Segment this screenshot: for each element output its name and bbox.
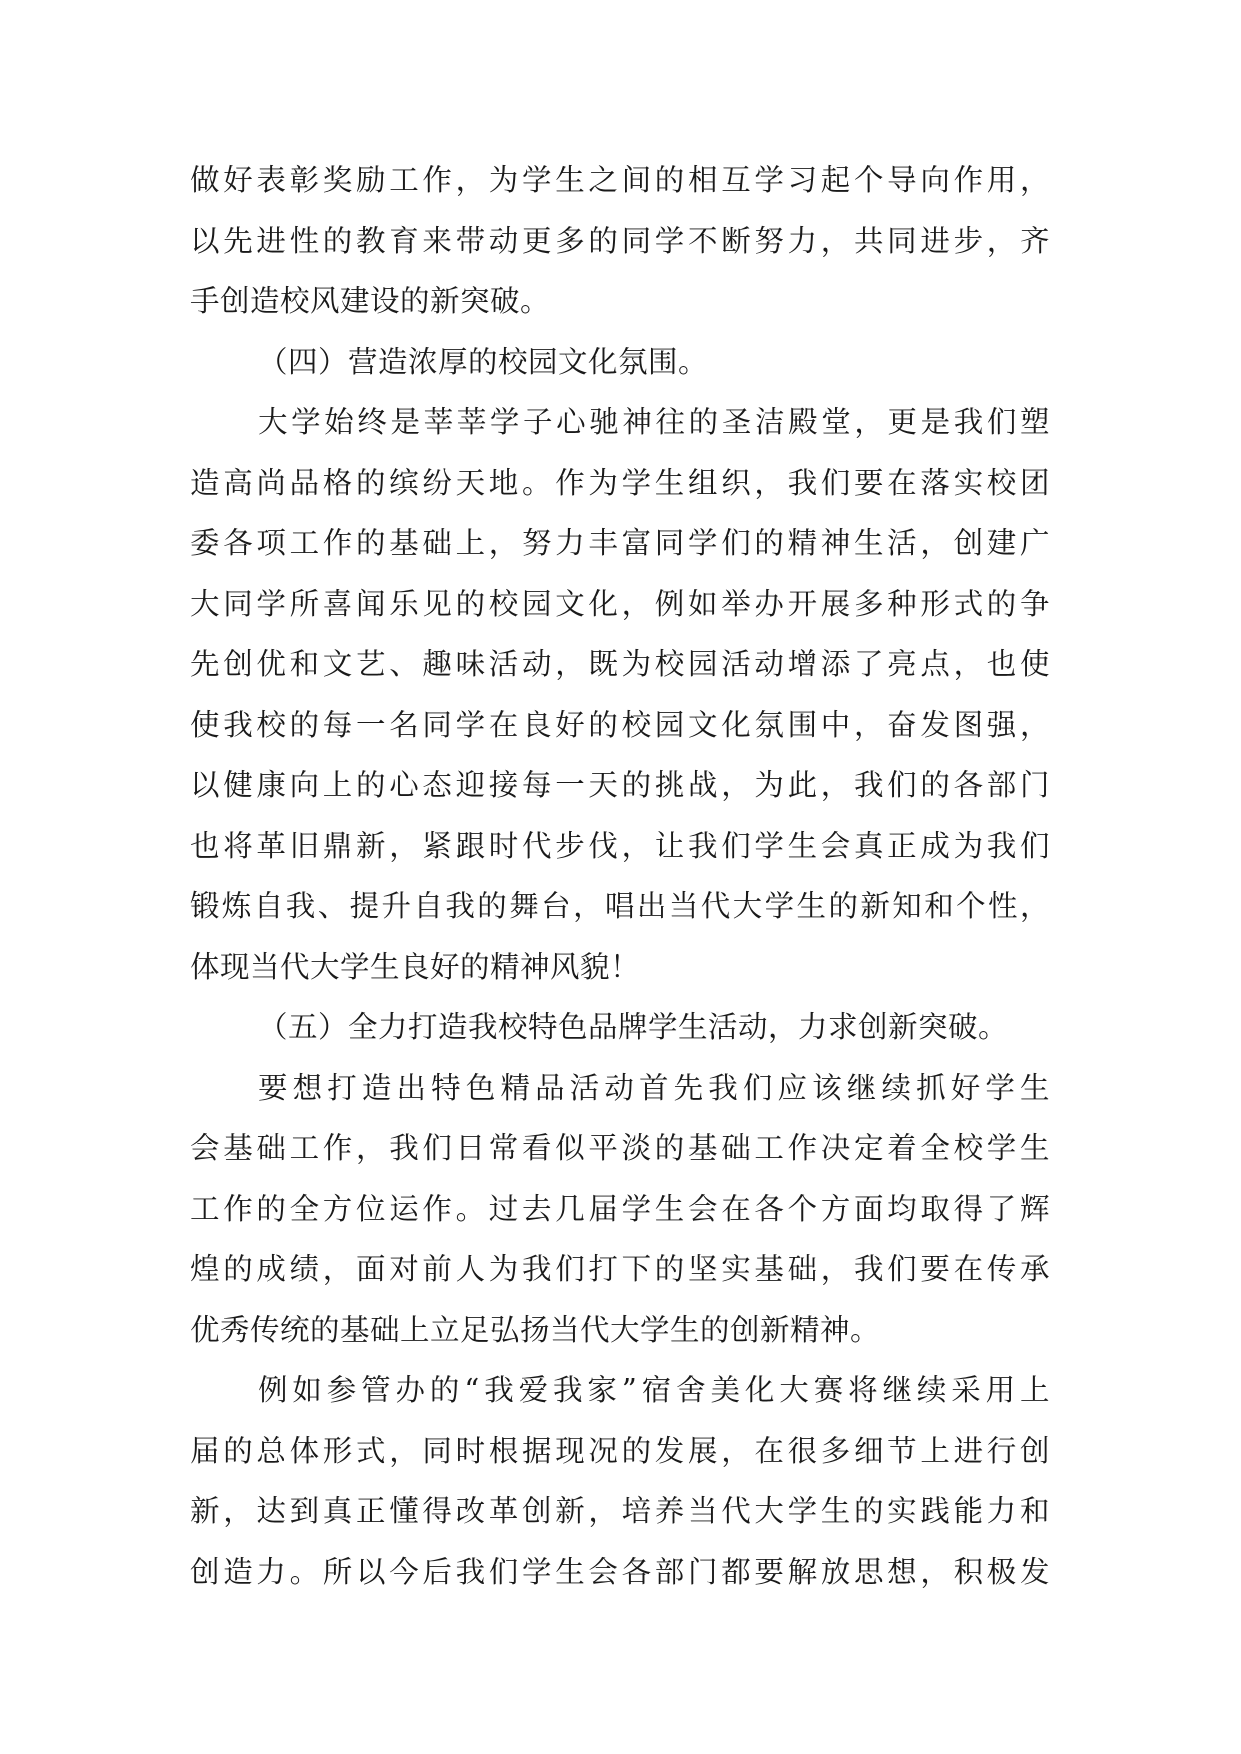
text-line: 以先进性的教育来带动更多的同学不断努力，共同进步，齐	[190, 223, 1050, 258]
text-line: 体现当代大学生良好的精神风貌！	[190, 949, 641, 984]
text-line: 也将革旧鼎新，紧跟时代步伐，让我们学生会真正成为我们	[190, 828, 1050, 863]
text-line: 要想打造出特色精品活动首先我们应该继续抓好学生	[258, 1070, 1050, 1105]
text-line: 优秀传统的基础上立足弘扬当代大学生的创新精神。	[190, 1312, 881, 1347]
text-line: 大学始终是莘莘学子心驰神往的圣洁殿堂，更是我们塑	[258, 405, 1050, 439]
text-line: 会基础工作，我们日常看似平淡的基础工作决定着全校学生	[190, 1131, 1050, 1165]
text-line: 使我校的每一名同学在良好的校园文化氛围中，奋发图强，	[190, 707, 1050, 742]
text-line: 手创造校风建设的新突破。	[190, 284, 551, 318]
text-line: 锻炼自我、提升自我的舞台，唱出当代大学生的新知和个性，	[190, 889, 1050, 923]
text-line: 委各项工作的基础上，努力丰富同学们的精神生活，创建广	[190, 526, 1050, 560]
text-line: 以健康向上的心态迎接每一天的挑战，为此，我们的各部门	[190, 768, 1050, 802]
text-line: 工作的全方位运作。过去几届学生会在各个方面均取得了辉	[190, 1191, 1050, 1226]
text-line: 届的总体形式，同时根据现况的发展，在很多细节上进行创	[190, 1433, 1050, 1468]
text-line: （四）营造浓厚的校园文化氛围。	[258, 344, 709, 379]
text-line: 大同学所喜闻乐见的校园文化，例如举办开展多种形式的争	[190, 586, 1050, 621]
text-line: 造高尚品格的缤纷天地。作为学生组织，我们要在落实校团	[190, 465, 1050, 500]
text-line: 新，达到真正懂得改革创新，培养当代大学生的实践能力和	[190, 1494, 1050, 1528]
text-line: 做好表彰奖励工作，为学生之间的相互学习起个导向作用，	[190, 163, 1050, 197]
text-line: 例如参管办的“我爱我家”宿舍美化大赛将继续采用上	[258, 1373, 1050, 1407]
body-text	[190, 150, 1050, 1602]
text-line: 煌的成绩，面对前人为我们打下的坚实基础，我们要在传承	[190, 1252, 1050, 1286]
text-line: 先创优和文艺、趣味活动，既为校园活动增添了亮点，也使	[190, 647, 1050, 681]
text-line: 创造力。所以今后我们学生会各部门都要解放思想，积极发	[190, 1554, 1050, 1589]
text-line: （五）全力打造我校特色品牌学生活动，力求创新突破。	[258, 1010, 1009, 1044]
